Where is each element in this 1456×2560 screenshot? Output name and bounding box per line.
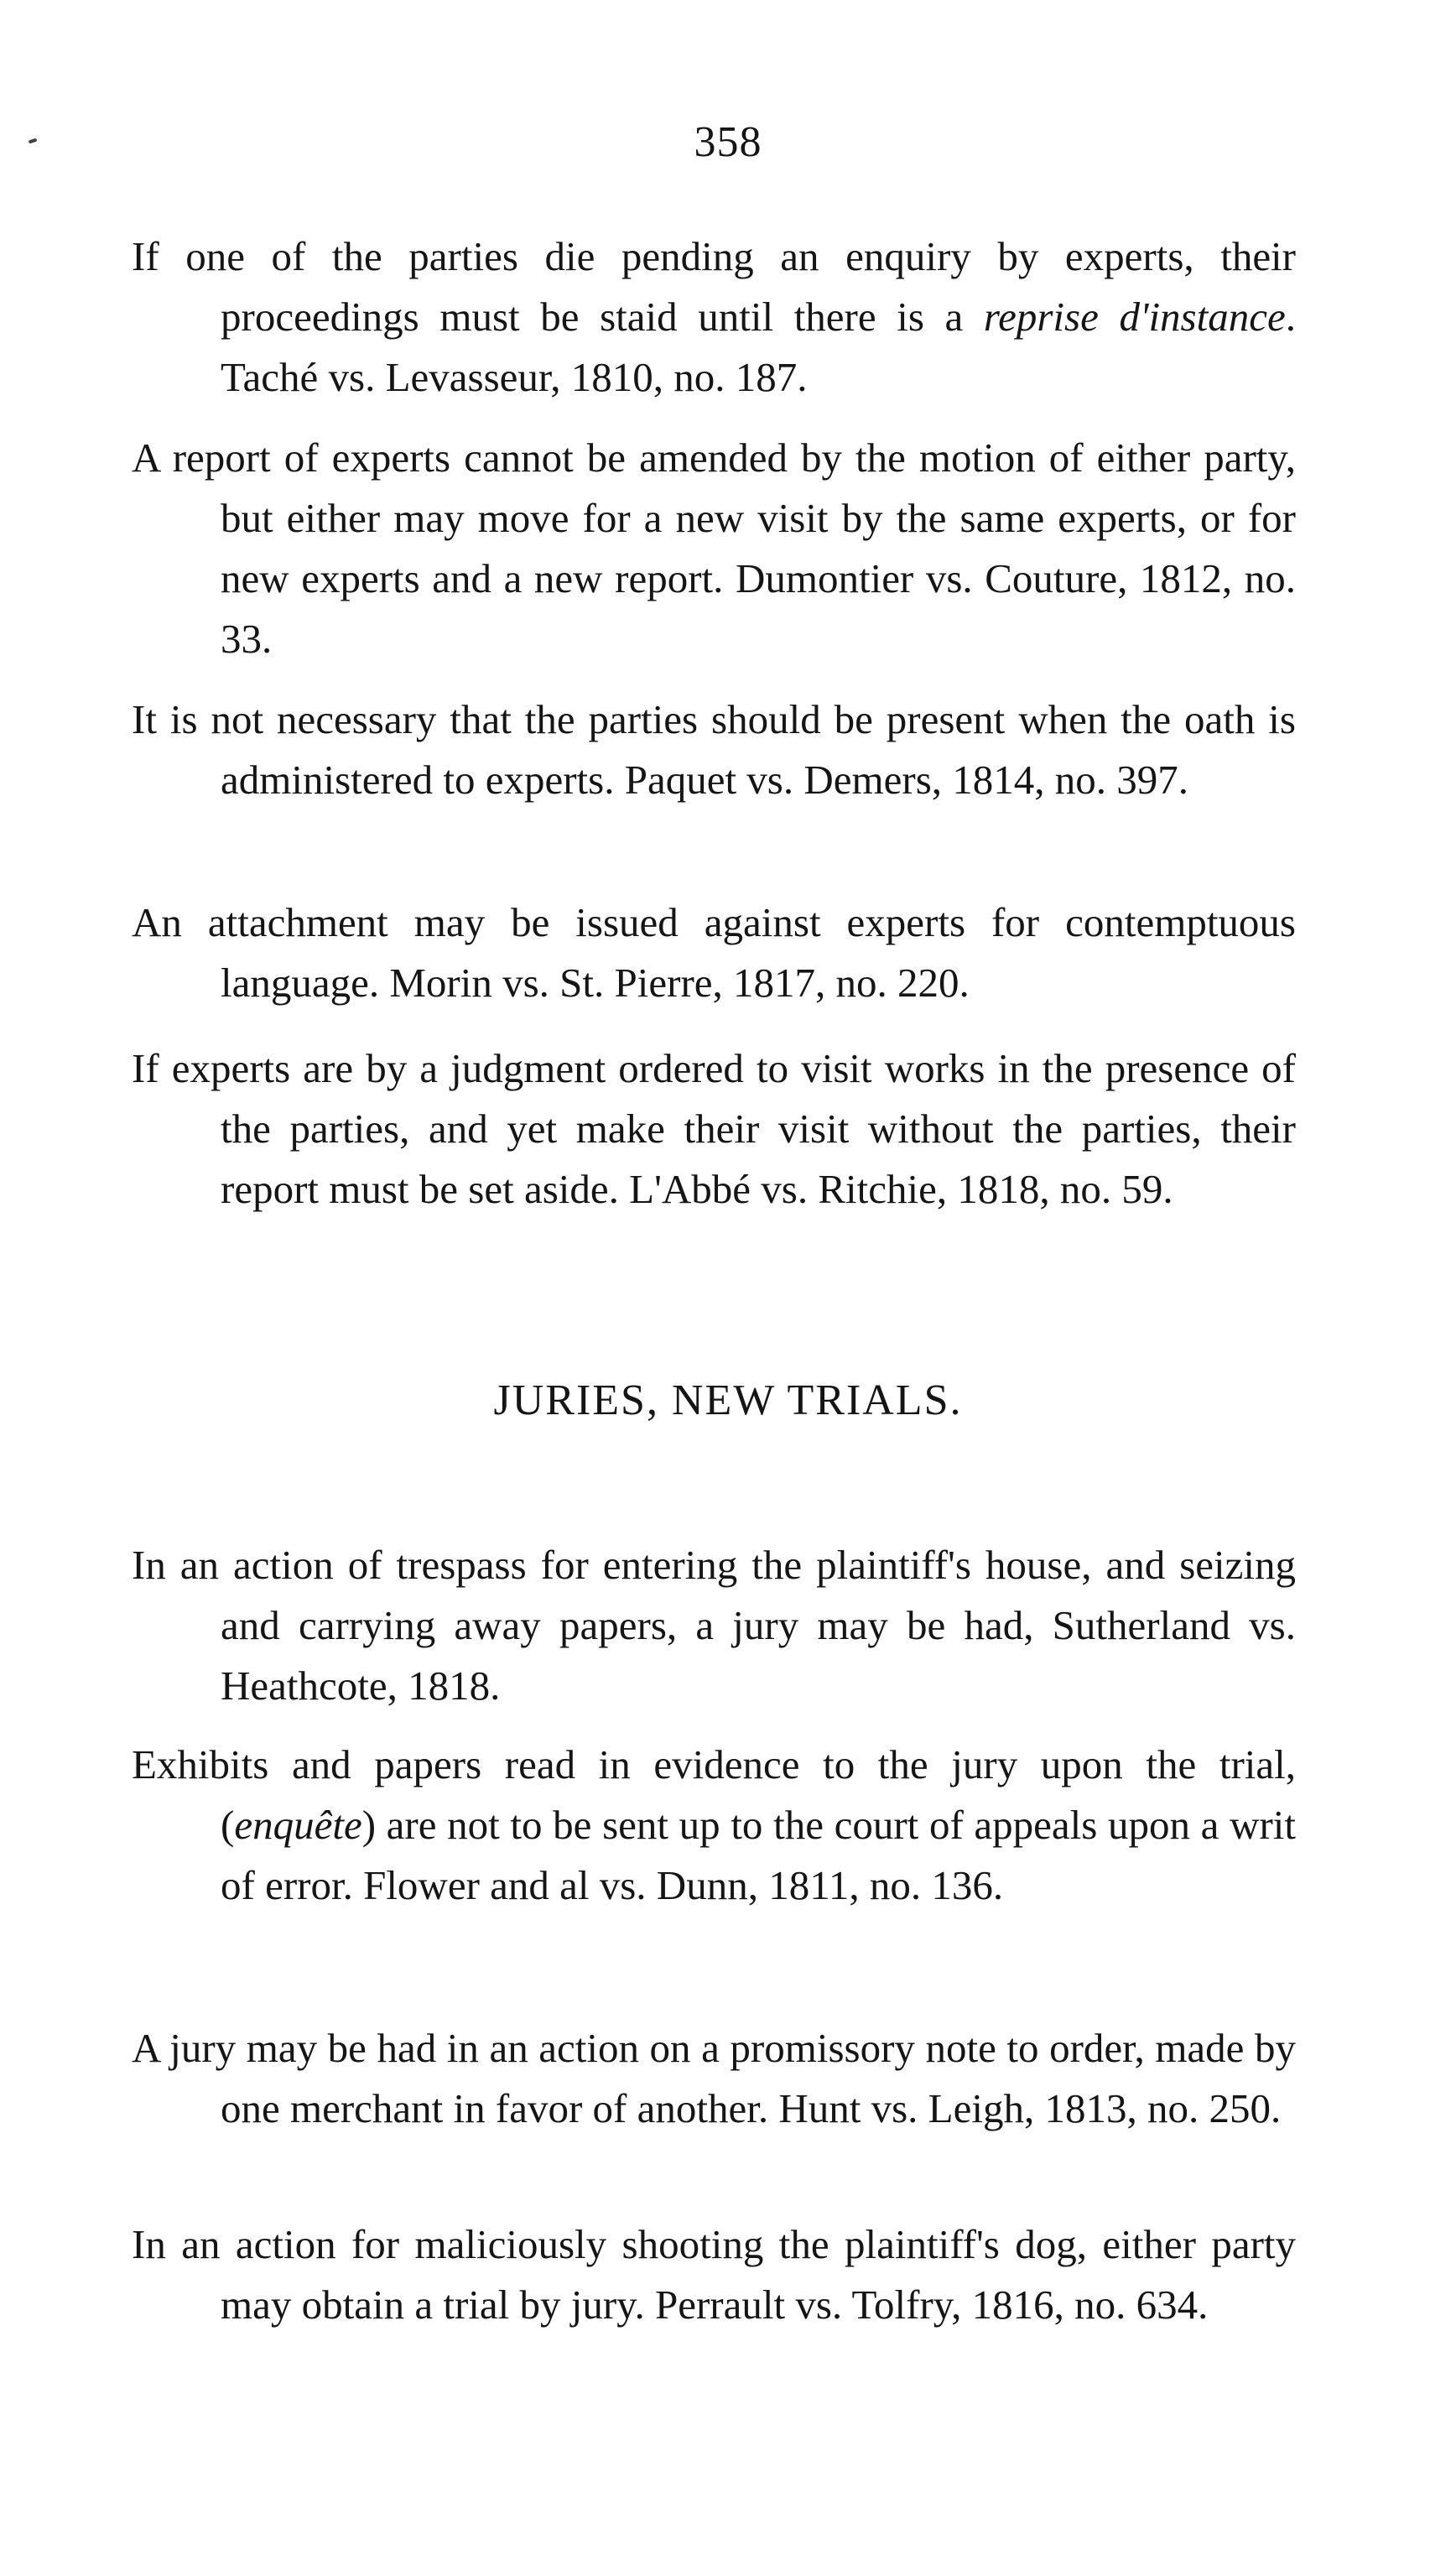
entry-report-of-experts: A report of experts cannot be amended by the motion of either party, but either may move for a new visit by the same experts, or for new experts and a new report. Dumontier vs. Couture, 1812, no. 33. <box>132 434 1296 662</box>
entry-text-after: . Taché vs. Levasseur, 1810, no. 187. <box>221 294 1296 400</box>
entry-trespass-jury: In an action of trespass for entering the plaintiff's house, and seizing and carrying away papers, a jury may be had, Sutherland vs. Heathcote, 1818. <box>132 1542 1296 1709</box>
entry-italic-term: reprise d'instance <box>983 294 1286 340</box>
entry-exhibits-papers <box>132 1735 1296 1916</box>
entry-italic-term: enquête <box>234 1802 362 1848</box>
section-heading: JURIES, NEW TRIALS. <box>493 1376 963 1424</box>
entry-text-after: ) are not to be sent up to the court of appeals upon a writ of error. Flower and al vs. Dunn, 1811, no. 136. <box>221 1802 1296 1908</box>
entry-experts-pending-enquiry <box>132 226 1296 408</box>
entry-visit-without-parties: If experts are by a judgment ordered to visit works in the presence of the parties, and yet make their visit without the parties, their report must be set aside. L'Abbé vs. Ritchie, 1818, no. 59. <box>132 1045 1296 1212</box>
entry-attachment-experts: An attachment may be issued against experts for contemptuous language. Morin vs. St. Pierre, 1817, no. 220. <box>132 899 1296 1006</box>
entry-text-before: If one of the parties die pending an enquiry by experts, their proceedings must be staid until there is a <box>132 233 1296 340</box>
entry-promissory-note: A jury may be had in an action on a promissory note to order, made by one merchant in favor of another. Hunt vs. Leigh, 1813, no. 250. <box>132 2025 1296 2131</box>
entry-oath-experts: It is not necessary that the parties should be present when the oath is administered to experts. Paquet vs. Demers, 1814, no. 397. <box>132 696 1296 803</box>
entry-shooting-dog: In an action for maliciously shooting the plaintiff's dog, either party may obtain a trial by jury. Perrault vs. Tolfry, 1816, no. 634. <box>132 2221 1296 2328</box>
entry-text-before: Exhibits and papers read in evidence to the jury upon the trial, ( <box>132 1741 1296 1848</box>
page-number: 358 <box>694 118 762 166</box>
